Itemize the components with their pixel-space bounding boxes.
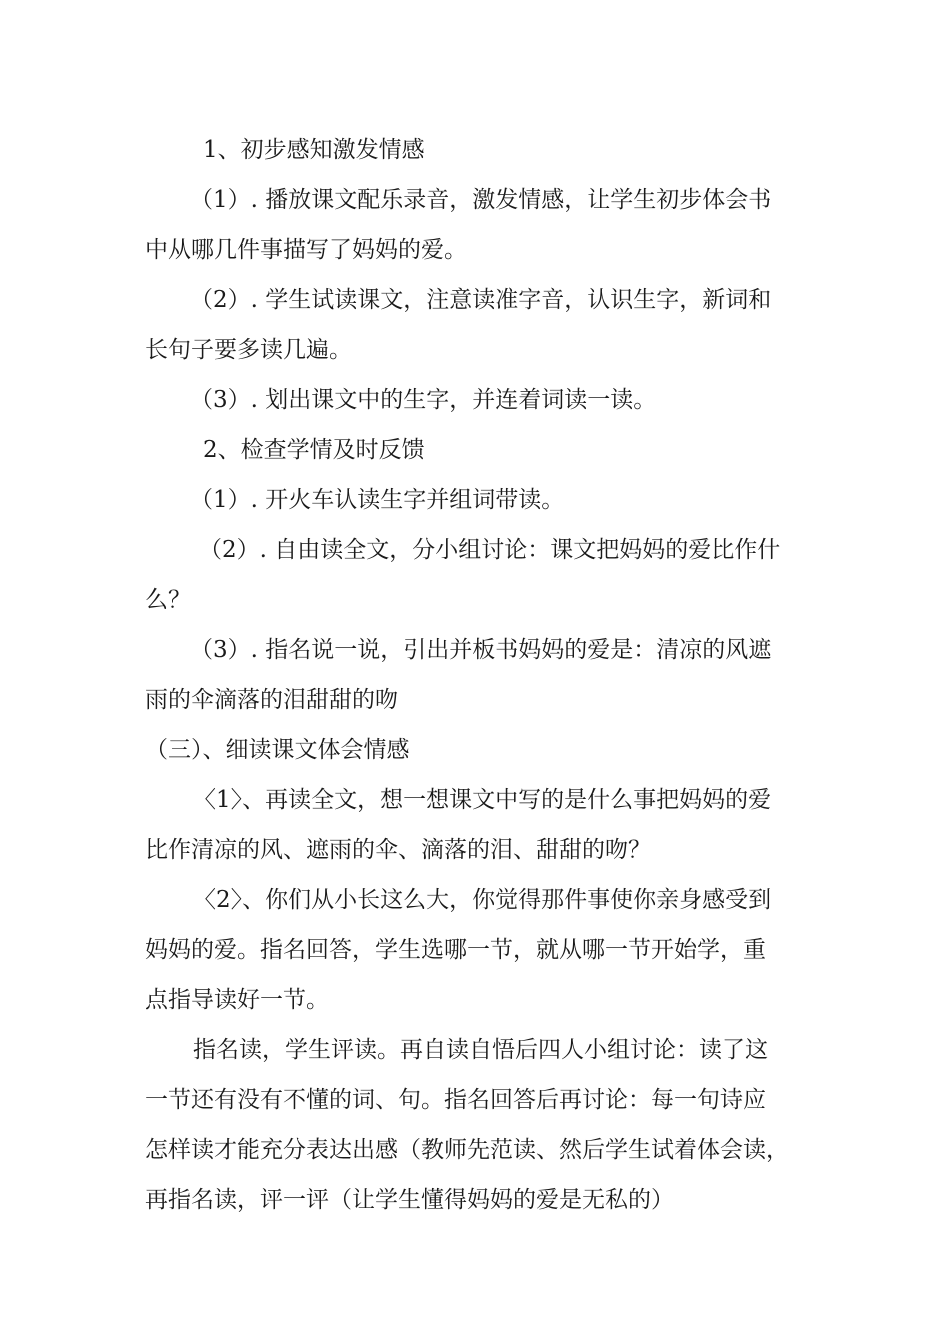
paragraph-line: （3）. 指名说一说，引出并板书妈妈的爱是：清凉的风遮 bbox=[190, 637, 772, 663]
paragraph-line: 比作清凉的风、遮雨的伞、滴落的泪、甜甜的吻？ bbox=[145, 837, 651, 863]
paragraph-line: （2）. 学生试读课文，注意读准字音，认识生字，新词和 bbox=[190, 287, 772, 313]
paragraph-line: （2）. 自由读全文，分小组讨论：课文把妈妈的爱比作什 bbox=[199, 537, 781, 563]
paragraph-line: 〈2〉、你们从小长这么大，你觉得那件事使你亲身感受到 bbox=[193, 887, 772, 913]
paragraph-line: 点指导读好一节。 bbox=[145, 987, 329, 1013]
section-heading: （三）、细读课文体会情感 bbox=[145, 737, 410, 763]
paragraph-line: （1）. 开火车认读生字并组词带读。 bbox=[190, 487, 565, 513]
paragraph-line: 长句子要多读几遍。 bbox=[145, 337, 352, 363]
paragraph-line: （3）. 划出课文中的生字，并连着词读一读。 bbox=[190, 387, 657, 413]
paragraph-line: 一节还有没有不懂的词、句。指名回答后再讨论：每一句诗应 bbox=[145, 1087, 766, 1113]
paragraph-line: 中从哪几件事描写了妈妈的爱。 bbox=[145, 237, 467, 263]
heading-step-1: 1、初步感知激发情感 bbox=[203, 137, 425, 163]
paragraph-line: 妈妈的爱。指名回答，学生选哪一节，就从哪一节开始学，重 bbox=[145, 937, 766, 963]
paragraph-line: 雨的伞滴落的泪甜甜的吻 bbox=[145, 687, 398, 713]
heading-step-2: 2、检查学情及时反馈 bbox=[203, 437, 425, 463]
paragraph-line: 再指名读，评一评（让学生懂得妈妈的爱是无私的） bbox=[145, 1187, 674, 1213]
paragraph-line: 〈1〉、再读全文，想一想课文中写的是什么事把妈妈的爱 bbox=[193, 787, 772, 813]
paragraph-line: 怎样读才能充分表达出感（教师先范读、然后学生试着体会读， bbox=[145, 1137, 789, 1163]
paragraph-line: 么？ bbox=[145, 587, 191, 613]
paragraph-line: （1）. 播放课文配乐录音，激发情感，让学生初步体会书 bbox=[190, 187, 772, 213]
paragraph-line: 指名读，学生评读。再自读自悟后四人小组讨论：读了这 bbox=[193, 1037, 768, 1063]
